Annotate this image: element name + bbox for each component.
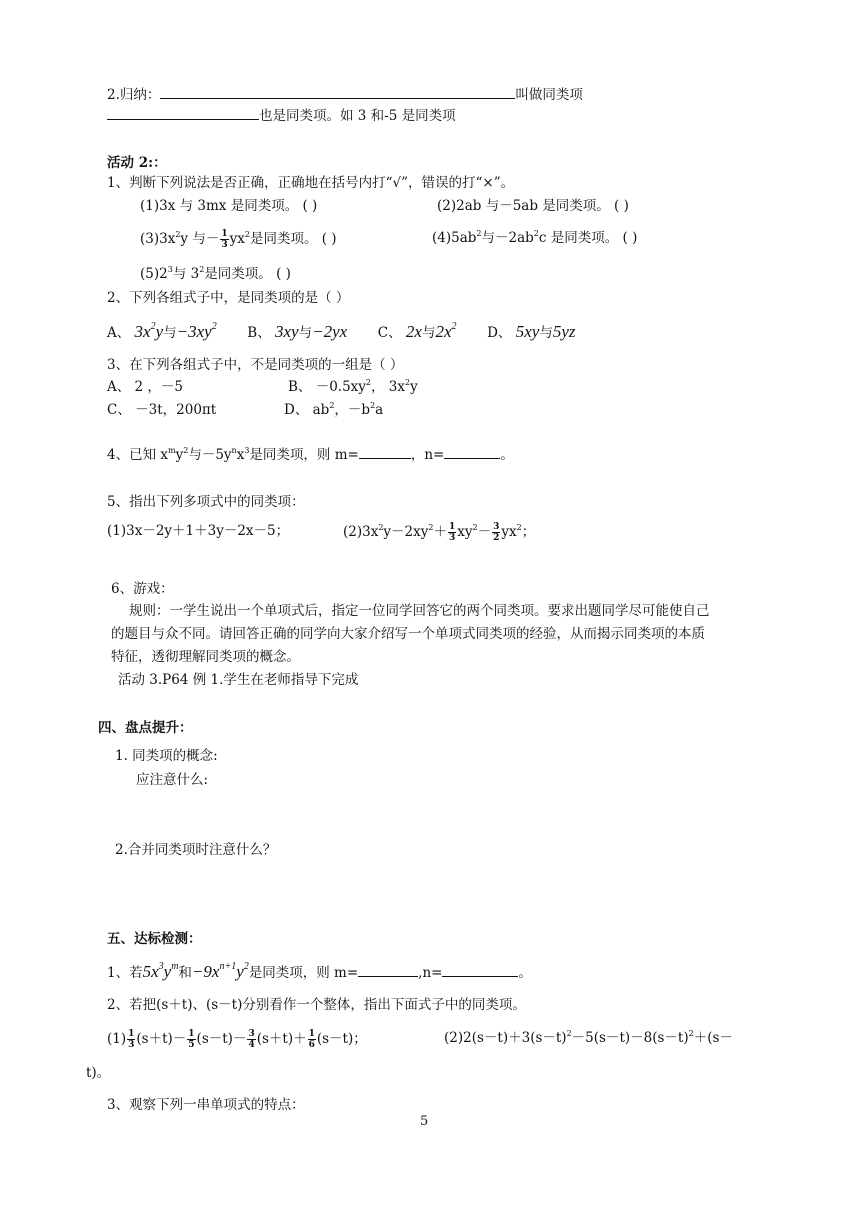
section5-title: 五、达标检测：	[107, 931, 202, 947]
q1-item-2: (2)2ab 与－5ab 是同类项。 ( )	[437, 198, 629, 214]
q4-line: 4、已知 $x^my^2$与$-5y^nx^3$是同类项，则 m= ，n= 。	[107, 446, 514, 463]
fraction-one-sixth: $\frac{1}{6}$	[308, 1029, 315, 1050]
q1-item-1: (1)3x 与 3mx 是同类项。 ( )	[140, 198, 318, 214]
q5-stem: 5、指出下列多项式中的同类项：	[107, 494, 305, 510]
summary-label: 2.归纳：	[107, 87, 161, 103]
n-answer-field[interactable]	[442, 964, 518, 977]
activity2-title: 活动 2:：	[107, 155, 167, 171]
q1-item-3: $(3)3x^2y$ 与－ $\frac{1}{3}$ $yx^2$是同类项。 ( )	[140, 229, 337, 250]
s5-q1-line: 1、若$5x^3y^m$和$-9x^{n+1}y^2$是同类项，则 m= ,n= 。	[107, 961, 532, 981]
section4-item-1: 1. 同类项的概念:	[115, 748, 218, 764]
activity3-line: 活动 3.P64 例 1.学生在老师指导下完成	[118, 672, 359, 688]
section4-title: 四、盘点提升：	[98, 720, 193, 736]
q2-option-d[interactable]: D、 5xy与5yz	[487, 322, 576, 341]
q6-rule-line-2: 的题目与众不同。请回答正确的同学向大家介绍写一个单项式同类项的经验，从而揭示同类项的本质	[111, 626, 705, 642]
s5-q3-stem: 3、观察下列一串单项式的特点：	[107, 1097, 305, 1113]
q5-item-1: (1)3x－2y＋1＋3y－2x－5；	[107, 523, 290, 539]
q1-stem: 1、判断下列说法是否正确，正确地在括号内打“√”，错误的打“×”。	[107, 175, 515, 191]
fill-blank[interactable]	[160, 86, 515, 99]
summary-line-1: 2.归纳： 叫做同类项	[107, 87, 583, 103]
m-answer-field[interactable]	[359, 446, 411, 459]
section4-item-2: 2.合并同类项时注意什么？	[115, 842, 277, 858]
q1-item-4: $(4)5ab^2$与$-2ab^2c$ 是同类项。 ( )	[432, 229, 638, 246]
fraction-one-third: $\frac{1}{3}$	[128, 1029, 135, 1050]
fraction-three-halves: $\frac{3}{2}$	[493, 522, 500, 543]
m-answer-field[interactable]	[358, 964, 418, 977]
q6-rule-line-3: 特征，透彻理解同类项的概念。	[111, 649, 300, 665]
s5-q2-stem: 2、若把(s＋t)、(s－t)分别看作一个整体，指出下面式子中的同类项。	[107, 997, 526, 1013]
q2-options	[107, 321, 575, 344]
n-answer-field[interactable]	[444, 446, 500, 459]
summary-line-2: 也是同类项。如 3 和-5 是同类项	[107, 107, 456, 125]
q1-item-5: $(5)2^3$与 $3^2$是同类项。 ( )	[140, 265, 291, 282]
q2-option-a[interactable]: A、 $3x^2y$与$-3xy^2$	[107, 321, 217, 341]
q6-title: 6、游戏：	[111, 581, 174, 597]
q5-item-2: $(2)3x^2y-2xy^2+$ $\frac{1}{3}$ $xy^2-$ $\frac{3}{2}$ $yx^2$；	[343, 522, 536, 543]
q3-option-d[interactable]: D、 $ab^2$，$-b^2a$	[284, 401, 384, 418]
fraction-one-third: $\frac{1}{3}$	[448, 522, 456, 543]
fill-blank[interactable]	[107, 107, 259, 120]
q3-option-a[interactable]: A、 2 ，－5	[107, 379, 184, 395]
q2-option-c[interactable]: C、 2x与$2x^2$	[377, 321, 457, 341]
fraction-three-quarters: $\frac{3}{4}$	[248, 1029, 255, 1050]
q3-option-c[interactable]: C、 －3t，200πt	[107, 402, 217, 418]
fraction-one-fifth: $\frac{1}{5}$	[188, 1029, 195, 1050]
s5-q2-item-1: (1) $\frac{1}{3}$ (s＋t)－ $\frac{1}{5}$ (s－t)－ $\frac{3}{4}$ (s＋t)＋ $\frac{1}{6}$ (s－t)；	[107, 1029, 367, 1050]
page-number: 5	[420, 1114, 429, 1129]
q2-option-b[interactable]: B、 3xy与−2yx	[247, 322, 348, 341]
s5-q2-item-2: $(2)2(s-t)+3(s-t)^2-5(s-t)-8(s-t)^2+(s-$	[444, 1029, 733, 1046]
section4-item-1-sub: 应注意什么:	[136, 772, 209, 788]
q6-rule-line-1: 规则：一学生说出一个单项式后，指定一位同学回答它的两个同类项。要求出题同学尽可能使自己	[129, 603, 710, 619]
q3-stem: 3、在下列各组式子中，不是同类项的一组是（ ）	[107, 357, 404, 373]
q3-option-b[interactable]: B、 $-0.5xy^2$， $3x^2y$	[288, 378, 418, 395]
fraction-one-third: $\frac{1}{3}$	[221, 229, 228, 250]
q2-stem: 2、下列各组式子中，是同类项的是（ ）	[107, 290, 350, 306]
s5-q2-item-2-wrap: t)。	[86, 1065, 111, 1081]
